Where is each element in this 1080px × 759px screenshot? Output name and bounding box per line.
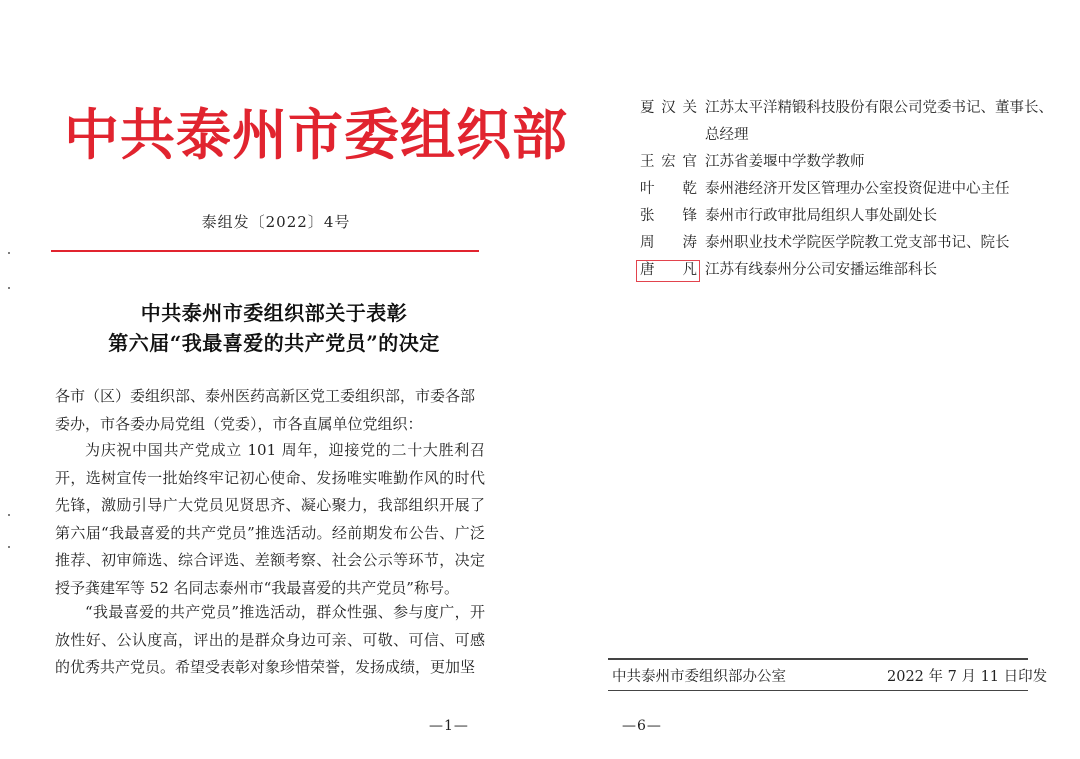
honoree-description: 泰州港经济开发区管理办公室投资促进中心主任: [705, 181, 1010, 197]
scan-mark: [8, 546, 10, 548]
honoree-row: [640, 149, 1060, 176]
document-header-title: 中共泰州市委组织部: [64, 102, 569, 167]
footer-issue-date: 2022 年 7 月 11 日印发: [887, 669, 1048, 685]
right-page: [540, 0, 1080, 759]
honoree-description: 江苏有线泰州分公司安播运维部科长: [705, 262, 937, 278]
honoree-name: 王宏官: [640, 154, 698, 170]
honoree-name: 叶乾: [640, 181, 698, 197]
honoree-row: [640, 176, 1060, 203]
honoree-row-highlighted: [640, 257, 1060, 284]
red-divider-line: [51, 250, 479, 252]
honoree-name: 夏汉关: [640, 100, 698, 116]
honoree-row: [640, 203, 1060, 230]
body-paragraph-2: “我最喜爱的共产党员”推选活动，群众性强、参与度广，开放性好、公认度高，评出的是群众身边可亲、可敬、可信、可感的优秀共产党员。希望受表彰对象珍惜荣誉，发扬成绩，更加坚: [55, 603, 485, 676]
footer-rule-bottom: [608, 690, 1028, 691]
scan-mark: [8, 287, 10, 289]
document-number: 泰组发〔2022〕4号: [201, 213, 351, 231]
honoree-list: [640, 95, 1060, 284]
honoree-row: [640, 95, 1060, 149]
right-page-number: —6—: [622, 718, 662, 734]
addressee-paragraph: 各市（区）委组织部、泰州医药高新区党工委组织部，市委各部委办，市各委办局党组（党委），市各直属单位党组织：: [55, 387, 476, 433]
honoree-name: 周涛: [640, 235, 698, 251]
honoree-description: 泰州职业技术学院医学院教工党支部书记、院长: [705, 235, 1010, 251]
body-paragraph-1: 为庆祝中国共产党成立 101 周年，迎接党的二十大胜利召开，选树宣传一批始终牢记初心使命、发扬唯实唯勤作风的时代先锋，激励引导广大党员见贤思齐、凝心聚力，我部组织开展了第六届“我最喜爱的共产党员”推选活动。经前期发布公告、广泛推荐、初审筛选、综合评选、差额考察、社会公示等环节，决定授予龚建军等 52 名同志泰州市“我最喜爱的共产党员”称号。: [55, 441, 485, 597]
scan-mark: [8, 252, 10, 254]
honoree-name: 唐凡: [640, 262, 698, 278]
footer-rule-top: [608, 658, 1028, 660]
honoree-description: 江苏太平洋精锻科技股份有限公司党委书记、董事长、总经理: [705, 100, 1053, 143]
document-title-line-1: 中共泰州市委组织部关于表彰: [140, 301, 408, 325]
document-title-line-2: 第六届“我最喜爱的共产党员”的决定: [108, 331, 440, 355]
honoree-description: 泰州市行政审批局组织人事处副处长: [705, 208, 937, 224]
scan-mark: [8, 514, 10, 516]
left-page-number: —1—: [429, 718, 469, 734]
honoree-row: [640, 230, 1060, 257]
honoree-name: 张锋: [640, 208, 698, 224]
honoree-description: 江苏省姜堰中学数学教师: [705, 154, 865, 170]
footer-issuing-office: 中共泰州市委组织部办公室: [612, 669, 786, 685]
